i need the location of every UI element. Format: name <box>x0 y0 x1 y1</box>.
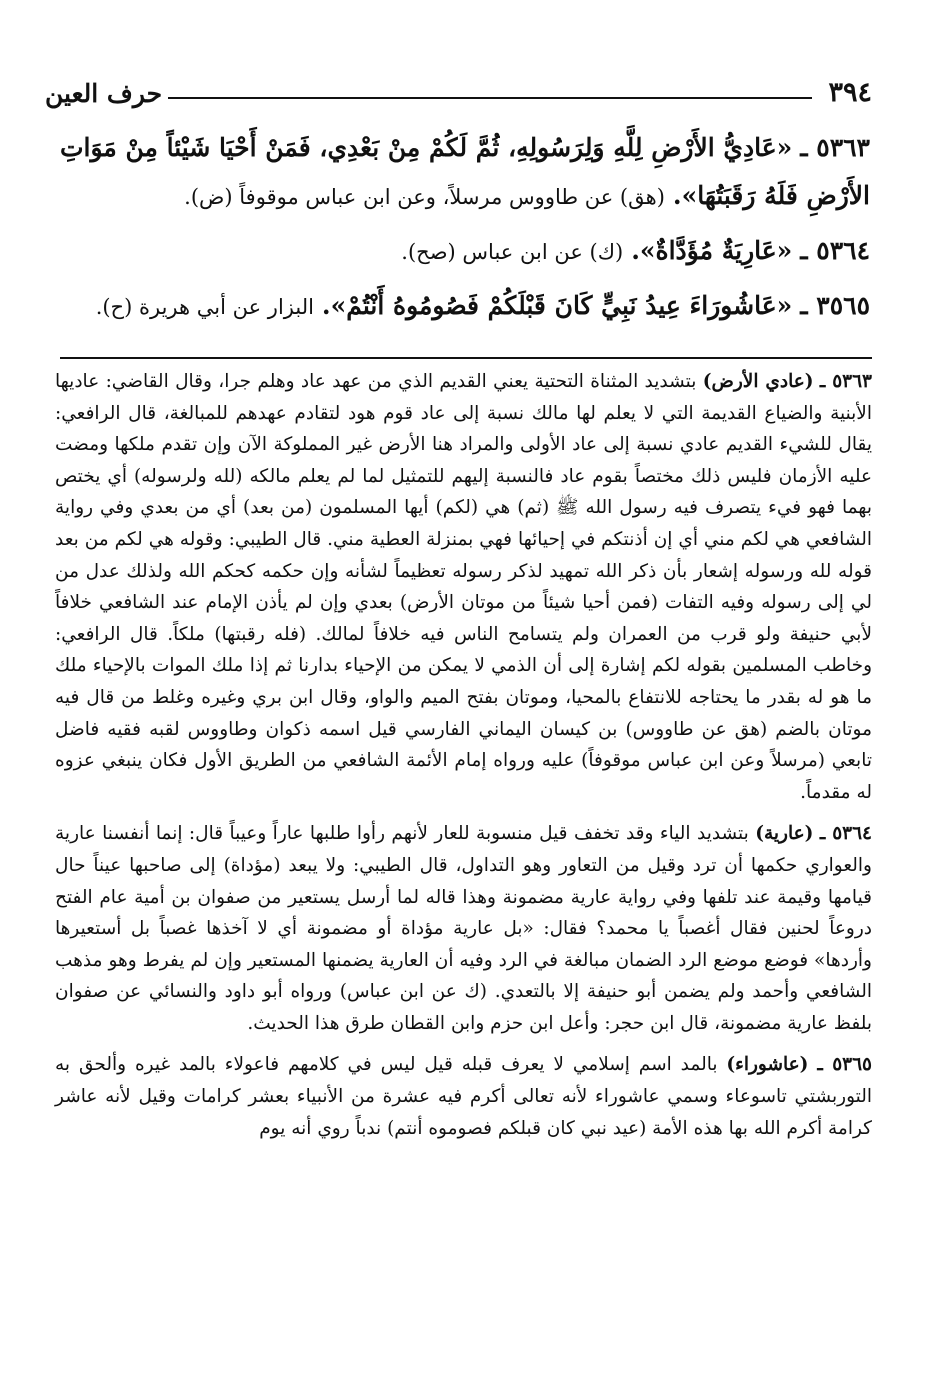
commentary-heading: (عادي الأرض) <box>702 371 814 392</box>
commentary-number: ٥٣٦٣ ـ <box>819 371 872 392</box>
commentary-body: بتشديد المثناة التحتية يعني القديم الذي من عهد عاد وهلم جرا، وقال القاضي: عاديها الأبنية والضياع القديمة التي لا يعلم لها مالك نسبة إلى عاد قوم هود لتقادم عهدهم للمبالغة، قال الرافعي: يقال للشيء القديم عادي نسبة إلى عاد الأولى والمراد هنا الأرض غير المملوكة الآن وإن تقدم ملكها ومضت عليه الأزمان فليس ذلك مختصاً بقوم عاد فالنسبة إليهم للتمثيل لما لم يعلم مالكه (لله ولرسوله) أي يختص بهما فهو فيء يتصرف فيه رسول الله ﷺ (ثم) هي (لكم) أيها المسلمون (من بعد) أي من بعدي وفي رواية الشافعي هي لكم مني أي إن أذنتكم في إحيائها فهي بمنزلة العطية مني. قال الطيبي: وقوله هي لكم من بعد قوله لله ورسوله إشعار بأن ذكر الله تمهيد لذكر رسوله تعظيماً لشأنه وإن حكمه كحكم الله ولذلك عدل من لي إلى رسوله وفيه التفات (فمن أحيا شيئاً من موتان الأرض) بعدي وإن لم يأذن الإمام عند الشافعي خلافاً لأبي حنيفة ولو قرب من العمران ولم يتسامح الناس فيه خلافاً لمالك. (فله رقبتها) ملكاً. قال الرافعي: وخاطب المسلمين بقوله لكم إشارة إلى أن الذمي لا يمكن من الإحياء بدارنا ثم إذا ملك الموات بالإحياء ملك ما هو له بقدر ما يحتاجه للانتفاع بالمحيا، وموتان بفتح الميم والواو، وقال ابن بري وغيره وغلط من قال فيه موتان بالضم (هق عن طاووس) بن كيسان اليماني الفارسي قيل اسمه ذكوان وطاووس لقبه فقيه فاضل تابعي (مرسلاً وعن ابن عباس موقوفاً) عليه ورواه إمام الأئمة الشافعي من الطريق الأول فكان ينبغي عزوه له مقدماً. <box>55 371 872 803</box>
commentary-body: بتشديد الياء وقد تخفف قيل منسوبة للعار لأنهم رأوا طلبها عاراً وعيباً قال: إنما أنفسنا عارية والعواري حكمها أن ترد وقيل من التعاور وهو التداول، قال الطيبي: ولا يبعد (مؤداة) إلى صاحبها عيناً حال قيامها وقيمة عند تلفها وفي رواية عارية مضمونة وهذا قاله لما أرسل يستعير من صفوان بن أمية عام الفتح دروعاً لحنين فقال أغصباً يا محمد؟ فقال: «بل عارية مؤداة أو مضمونة أي لا آخذها غصباً بل أستعيرها وأردها» فوضع موضع الرد الضمان مبالغة في الرد وفيه أن العارية يضمنها المستعير وإن لم يفرط وهو مذهب الشافعي وأحمد ولم يضمن أبو حنيفة إلا بالتعدي. (ك عن ابن عباس) ورواه أبو داود والنسائي عن صفوان بلفظ عارية مضمونة، قال ابن حجر: وأعل ابن حزم وابن القطان طرق هذا الحديث. <box>55 823 872 1034</box>
hadith-source: (هق) عن طاووس مرسلاً، وعن ابن عباس موقوفاً (ض). <box>184 185 665 209</box>
page-header <box>45 64 872 108</box>
hadith-number: ٣٥٦٥ ـ <box>800 291 870 320</box>
chapter-title: حرف العين <box>45 79 163 108</box>
hadith-source: (ك) عن ابن عباس (صح). <box>401 240 624 264</box>
hadith-text: «عَارِيَةٌ مُؤَدَّاةٌ». <box>631 236 793 265</box>
hadith-text: «عَادِيُّ الأَرْضِ لِلَّهِ وَلِرَسُولِهِ، ثُمَّ لَكُمْ مِنْ بَعْدِي، فَمَنْ أَحْيَا شَيْئاً مِنْ مَوَاتِ الأَرْضِ فَلَهُ رَقَبَتُهَا». <box>60 133 870 210</box>
hadith-number: ٥٣٦٣ ـ <box>800 133 870 162</box>
commentary-paragraph <box>55 1049 872 1144</box>
commentary-section <box>55 366 872 1154</box>
commentary-heading: (عارية) <box>755 823 814 845</box>
commentary-paragraph <box>55 366 872 808</box>
hadith-entry <box>60 227 870 276</box>
commentary-body: بالمد اسم إسلامي لا يعرف قبله قيل ليس في كلامهم فاعولاء بالمد غيره وألحق به التوربشتي تاسوعاء وسمي عاشوراء لأنه تعالى أكرم فيه عشرة من الأنبياء بعشر كرامات وقيل لأنه عاشر كرامة أكرم الله بها هذه الأمة (عيد نبي كان قبلكم فصوموه أنتم) ندباً روي أنه يوم <box>55 1054 872 1139</box>
hadith-source: البزار عن أبي هريرة (ح). <box>95 295 314 319</box>
hadith-number: ٥٣٦٤ ـ <box>800 236 870 265</box>
commentary-number: ٥٣٦٤ ـ <box>819 823 872 845</box>
commentary-paragraph <box>55 818 872 1039</box>
commentary-number: ٥٣٦٥ ـ <box>817 1054 872 1076</box>
page-number: ٣٩٤ <box>828 77 872 108</box>
hadith-entry <box>60 124 870 221</box>
hadith-entry <box>60 282 870 331</box>
section-divider <box>60 357 872 359</box>
hadith-text-section <box>60 124 870 337</box>
commentary-heading: (عاشوراء) <box>726 1054 809 1076</box>
hadith-text: «عَاشُورَاءَ عِيدُ نَبِيٍّ كَانَ قَبْلَكُمْ فَصُومُوهُ أَنْتُمْ». <box>321 291 793 320</box>
header-rule <box>168 97 812 99</box>
